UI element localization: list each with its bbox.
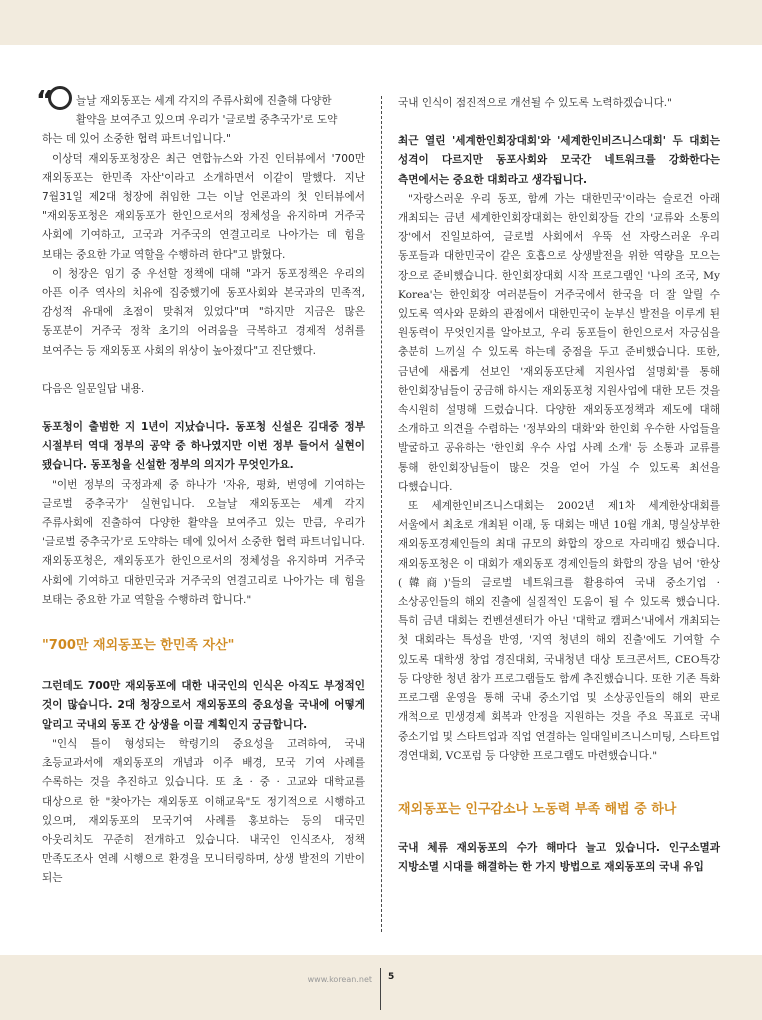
answer-3a: "자랑스러운 우리 동포, 함께 가는 대한민국'이라는 슬로건 아래 개최되는 금년 세계한인회장대회는 한인회장들 간의 '교류와 소통의 장'에서 진일보하여, 글로벌 사회에서 우뚝 선 자랑스러운 우리 동포들과 대한민국이 같은 호흡으로 상생발전을 위한 역량을 모으는 장으로 준비했습니다. 한인회장대회 시작 프로그램인 '나의 조국, My Korea'는 한인회장 여러분들이 거주국에서 한국을 더 잘 알릴 수 있도록 역사와 문화의 관점에서 대한민국이 눈부신 발전을 이루게 된 원동력이 무엇인지를 알아보고, 우리 동포들이 한인으로서 자긍심을 충분히 느끼실 수 있도록 하는데 중점을 두고 준비했습니다. 또한, 금년에 새롭게 선보인 '재외동포단체 지원사업 설명회'를 통해 한인회장님들이 궁금해 하시는 재외동포청 지원사업에 대한 모든 것을 속시원히 설명해 드렸습니다. 다양한 재외동포정책과 제도에 대해 소개하고 의견을 수렴하는 '정부와의 대화'와 한인회 우수한 사업들을 발굴하고 공유하는 '한인회 우수 사업 사례 소개' 등 소통과 교류를 통해 한인회장님들이 많은 것을 얻어 가실 수 있도록 최선을 다했습니다. bbox=[398, 192, 720, 493]
left-column bbox=[42, 92, 365, 889]
section-heading-1: "700만 재외동포는 한민족 자산" bbox=[42, 638, 235, 654]
footer-band bbox=[0, 955, 762, 1020]
intro-rest: 하는 데 있어 소중한 협력 파트너입니다." bbox=[42, 133, 231, 146]
question-4: 국내 체류 재외동포의 수가 해마다 늘고 있습니다. 인구소멸과 지방소멸 시대를 해결하는 한 가지 방법으로 재외동포의 국내 유입 bbox=[398, 842, 720, 874]
paragraph-2: 이 청장은 임기 중 우선할 정책에 대해 "과거 동포정책은 우리의 아픈 이주 역사의 치유에 집중했기에 동포사회와 본국과의 민족적, 감성적 유대에 초점이 맞춰져 있었다"며 "하지만 지금은 많은 동포분이 거주국 정착 초기의 어려움을 극복하고 경제적 성취를 보여주는 등 재외동포 사회의 위상이 높아졌다"고 진단했다. bbox=[42, 267, 365, 357]
answer-2: "인식 틀이 형성되는 학령기의 중요성을 고려하여, 국내 초등교과서에 재외동포의 개념과 이주 배경, 모국 기여 사례를 수록하는 것을 추진하고 있습니다. 또 초 · 중 · 고교와 대학교를 대상으로 한 "찾아가는 재외동포 이해교육"도 정기적으로 시행하고 있으며, 재외동포의 모국기여 사례를 홍보하는 등의 대국민 아웃리치도 꾸준히 전개하고 있습니다. 내국인 인식조사, 정책 만족도조사 연례 시행으로 환경을 모니터링하며, 상생 발전의 기반이 되는 bbox=[42, 737, 365, 885]
question-1: 동포청이 출범한 지 1년이 지났습니다. 동포청 신설은 김대중 정부 시절부터 역대 정부의 공약 중 하나였지만 이번 정부 들어서 실현이 됐습니다. 동포청을 신설한 정부의 의지가 무엇인가요. bbox=[42, 421, 365, 472]
paragraph-3: 다음은 일문일답 내용. bbox=[42, 382, 145, 395]
page-number: 5 bbox=[388, 972, 395, 982]
intro-line-2: 활약을 보여주고 있으며 우리가 '글로벌 중추국가'로 도약 bbox=[76, 114, 338, 127]
section-heading-2: 재외동포는 인구감소나 노동력 부족 해법 중 하나 bbox=[398, 801, 677, 817]
answer-1: "이번 정부의 국정과제 중 하나가 '자유, 평화, 번영에 기여하는 글로벌 중추국가' 실현입니다. 오늘날 재외동포는 세계 각지 주류사회에 진출하여 다양한 활약을 보여주고 있는 만큼, 우리가 '글로벌 중추국가'로 도약하는 데에 있어서 소중한 협력 파트너입니다. 재외동포청은, 재외동포가 한인으로서의 정체성을 유지하며 거주국 사회에 기여하고 대한민국과 거주국의 연결고리로 나아가는 데 힘을 보태는 중요한 가교 역할을 수행하려 합니다." bbox=[42, 478, 365, 606]
footer-url: www.korean.net bbox=[307, 975, 372, 984]
answer-2-end: 국내 인식이 점진적으로 개선될 수 있도록 노력하겠습니다." bbox=[398, 97, 673, 109]
paragraph-1: 이상덕 재외동포청장은 최근 연합뉴스와 가진 인터뷰에서 '700만 재외동포는 한민족 자산'이라고 소개하면서 이같이 말했다. 지난 7월31일 제2대 청장에 취임한 그는 이날 언론과의 첫 인터뷰에서 "재외동포청은 재외동포가 한인으로서의 정체성을 유지하며 거주국 사회에 기여하고, 고국과 거주국의 연결고리로 나아가는 데 힘을 보태는 중요한 가교 역할을 수행하려 한다"고 밝혔다. bbox=[42, 152, 365, 261]
question-3: 최근 열린 '세계한인회장대회'와 '세계한인비즈니스대회' 두 대회는 성격이 다르지만 동포사회와 모국간 네트워크를 강화한다는 측면에서는 중요한 대회라고 생각됩니다. bbox=[398, 135, 720, 186]
answer-3b: 또 세계한인비즈니스대회는 2002년 제1차 세계한상대회를 서울에서 최초로 개최된 이래, 동 대회는 매년 10월 개최, 명실상부한 재외동포경제인들의 최대 규모의 화합의 장으로 자리매김 했습니다. 재외동포청은 이 대회가 재외동포 경제인들의 화합의 장을 넘어 '한상(韓商)'들의 글로벌 네트워크를 활용하여 국내 중소기업 · 소상공인들의 해외 진출에 실질적인 도움이 될 수 있도록 했습니다. 특히 금년 대회는 컨벤션센터가 아닌 '대학교 캠퍼스'내에서 개최되는 첫 대회라는 특성을 반영, '지역 청년의 해외 진출'에도 기여할 수 있도록 대학생 창업 경진대회, 국내청년 대상 토크콘서트, CEO특강 등 다양한 청년 참가 프로그램들도 함께 추진했습니다. 또한 기존 특화 프로그램 운영을 통해 국내 중소기업 및 소상공인들의 해외 판로 개척으로 민생경제 회복과 안정을 지원하는 것을 주요 목표로 국내 중소기업 및 스타트업과 직업 연결하는 일대일비즈니스미팅, 스타트업 경연대회, VC포럼 등 다양한 프로그램도 마련했습니다." bbox=[398, 500, 721, 762]
intro-line-1: 늘날 재외동포는 세계 각지의 주류사회에 진출해 다양한 bbox=[76, 95, 332, 107]
open-quote-mark: “ bbox=[36, 86, 54, 116]
column-divider bbox=[381, 96, 382, 932]
footer-separator bbox=[380, 968, 381, 1010]
top-margin-band bbox=[0, 0, 762, 45]
right-column bbox=[398, 94, 720, 878]
question-2: 그런데도 700만 재외동포에 대한 내국인의 인식은 아직도 부정적인 것이 많습니다. 2대 청장으로서 재외동포의 중요성을 국내에 어떻게 알리고 국내외 동포 간 상생을 이끌 계획인지 궁금합니다. bbox=[42, 680, 365, 731]
